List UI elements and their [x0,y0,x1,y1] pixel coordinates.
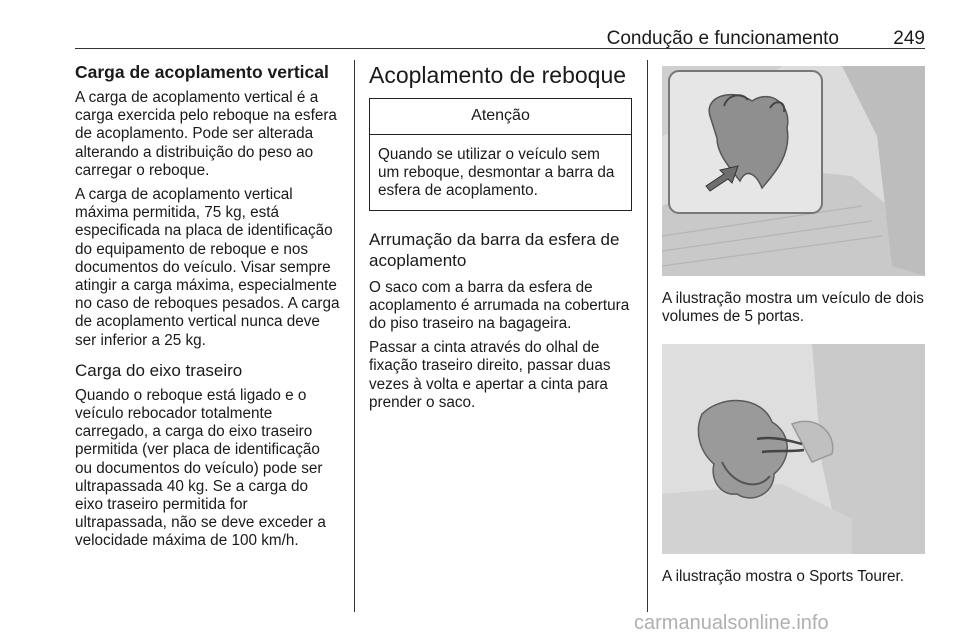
left-column [75,60,340,557]
page-number: 249 [893,28,925,49]
section-title-towing-coupling: Acoplamento de reboque [369,62,627,88]
paragraph: O saco com a barra da esfera de acoplamento é arrumada na cobertura do piso traseiro na bagageira. [369,278,630,333]
sports-tourer-trunk-illustration [662,344,925,554]
chapter-title: Condução e funcionamento [606,28,839,49]
subsection-heading-storage: Arrumação da barra da esfera de acoplamento [369,229,620,270]
hatchback-trunk-illustration [662,66,925,276]
paragraph: A carga de acoplamento vertical é a carga exercida pelo reboque na esfera de acoplamento. Pode ser alterada alterando a distribuição do peso ao carregar o reboque. [75,89,337,179]
warning-text: Quando se utilizar o veículo sem um reboque, desmontar a barra da esfera de acoplamento. [378,146,615,200]
caption-sports-tourer: A ilustração mostra o Sports Tourer. [662,568,905,586]
paragraph: Quando o reboque está ligado e o veículo rebocador totalmente carregado, a carga do eixo traseiro permitida (ver placa de identificação ou documentos do veículo) pode ser ultrapassada 40 kg. Se a carga do eixo traseiro permitida for ultrapassada, não se deve exceder a velocidade máxima de 100 km/h. [75,386,326,550]
section-heading-rear-axle: Carga do eixo traseiro [75,360,243,380]
paragraph: Passar a cinta através do olhal de fixação traseiro direito, passar duas vezes à volta e apertar a cinta para prender o saco. [369,339,611,411]
section-heading-vertical-load: Carga de acoplamento vertical [75,62,329,82]
warning-box [369,98,632,211]
trunk-bag-image [662,344,925,554]
page-header [75,22,925,49]
right-column [662,60,925,605]
trunk-bag-image [662,66,925,276]
paragraph: A carga de acoplamento vertical máxima permitida, 75 kg, está especificada na placa de identificação do equipamento de reboque e nos documentos do veículo. Visar sempre atingir a carga máxima, especialmente no caso de reboques pesados. A carga de acoplamento vertical nunca deve ser inferior a 25 kg. [75,186,340,349]
warning-title: Atenção [370,99,631,135]
column-divider [354,60,355,612]
caption-hatchback: A ilustração mostra um veículo de dois volumes de 5 portas. [662,290,924,326]
middle-column [369,60,634,418]
watermark: carmanualsonline.info [634,612,829,634]
column-divider [647,60,648,612]
